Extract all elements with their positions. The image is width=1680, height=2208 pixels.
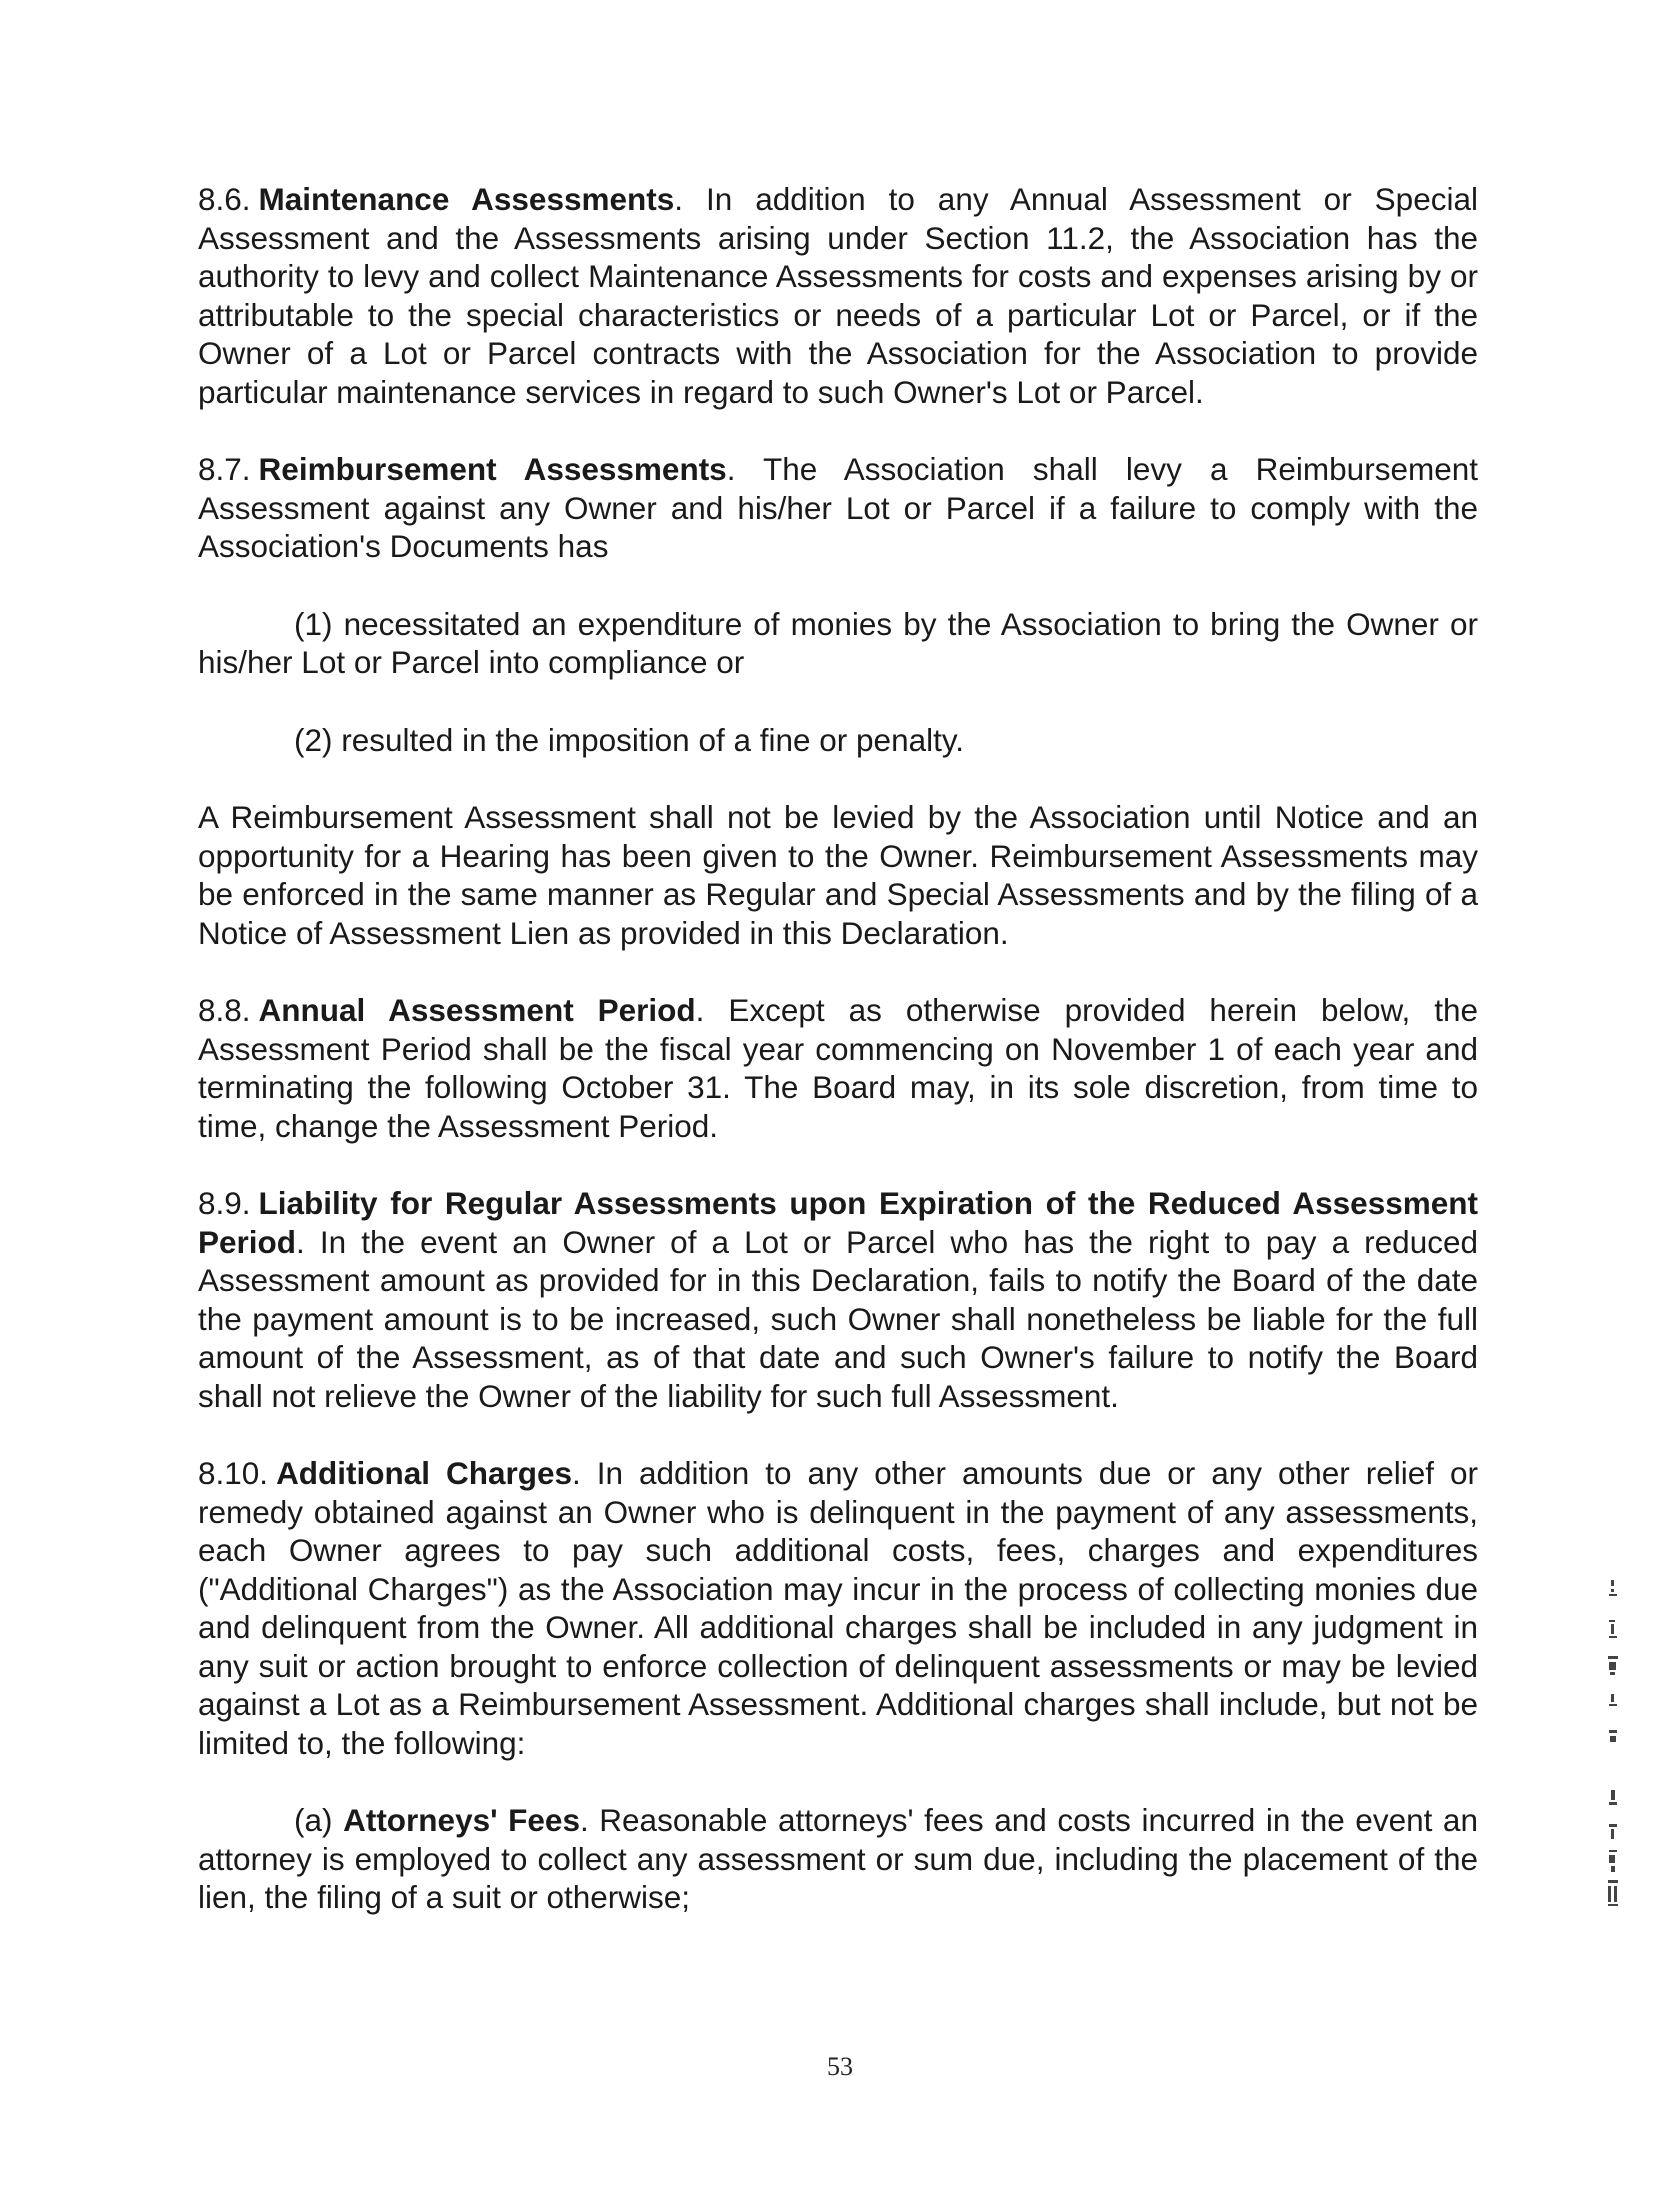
subsection-heading: Attorneys' Fees <box>343 1802 580 1838</box>
section-body: . In the event an Owner of a Lot or Parcel who has the right to pay a reduced Assessment amount as provided for in this Declaration, fails to notify the Board of the date the payment amount is to be increased, such Owner shall nonetheless be liable for the full amount of the Assessment, as of that date and such Owner's failure to notify the Board shall not relieve the Owner of the liability for such full Assessment. <box>198 1223 1478 1414</box>
section-heading: Liability for Regular Assessments upon Expiration of the Reduced Assessment Period <box>198 1185 1478 1260</box>
subsection-label: (a) <box>294 1802 333 1838</box>
section-body: . The Association shall levy a Reimbursement Assessment against any Owner and his/her Lot or Parcel if a failure to comply with the Association's Documents has <box>198 451 1478 564</box>
section-8-7-closing: A Reimbursement Assessment shall not be levied by the Association until Notice and an opportunity for a Hearing has been given to the Owner. Reimbursement Assessments may be enforced in the same manner as Regular and Special Assessments and by the filing of a Notice of Assessment Lien as provided in this Declaration. <box>198 799 1478 951</box>
section-number: 8.6. <box>198 181 251 217</box>
page-number: 53 <box>827 2052 853 2081</box>
section-heading: Maintenance Assessments <box>258 181 675 217</box>
section-8-6 <box>198 180 1478 411</box>
section-8-7 <box>198 450 1478 566</box>
section-body: . Except as otherwise provided herein below, the Assessment Period shall be the fiscal year commencing on November 1 of each year and terminating the following October 31. The Board may, in its sole discretion, from time to time, change the Assessment Period. <box>198 992 1479 1144</box>
section-8-8 <box>198 991 1478 1145</box>
section-heading: Annual Assessment Period <box>258 992 696 1028</box>
stamp-marks <box>1608 1580 1618 1906</box>
section-number: 8.8. <box>198 992 251 1028</box>
section-8-7-item-1: (1) necessitated an expenditure of monies by the Association to bring the Owner or his/her Lot or Parcel into compliance or <box>198 605 1478 680</box>
section-heading: Reimbursement Assessments <box>258 451 727 487</box>
section-body: . In addition to any other amounts due or any other relief or remedy obtained against an Owner who is delinquent in the payment of any assessments, each Owner agrees to pay such additional costs, fees, charges and expenditures ("Additional Charges") as the Association may incur in the process of collecting monies due and delinquent from the Owner. All additional charges shall be included in any judgment in any suit or action brought to enforce collection of delinquent assessments or may be levied against a Lot as a Reimbursement Assessment. Additional charges shall include, but not be limited to, the following: <box>198 1455 1478 1761</box>
recording-stamp-icon <box>1598 1580 1628 1940</box>
section-number: 8.10. <box>198 1455 269 1491</box>
section-body: . In addition to any Annual Assessment or Special Assessment and the Assessments arising under Section 11.2, the Association has the authority to levy and collect Maintenance Assessments for costs and expenses arising by or attributable to the special characteristics or needs of a particular Lot or Parcel, or if the Owner of a Lot or Parcel contracts with the Association for the Association to provide particular maintenance services in regard to such Owner's Lot or Parcel. <box>198 181 1478 410</box>
section-8-9 <box>198 1184 1478 1415</box>
document-page <box>198 180 1478 1917</box>
section-number: 8.9. <box>198 1185 251 1221</box>
section-number: 8.7. <box>198 451 251 487</box>
section-8-10-a <box>198 1801 1478 1917</box>
section-8-7-item-2: (2) resulted in the imposition of a fine or penalty. <box>294 721 965 758</box>
section-heading: Additional Charges <box>276 1455 573 1491</box>
section-8-10 <box>198 1454 1478 1762</box>
subsection-body: . Reasonable attorneys' fees and costs incurred in the event an attorney is employed to collect any assessment or sum due, including the placement of the lien, the filing of a suit or otherwise; <box>198 1802 1478 1915</box>
